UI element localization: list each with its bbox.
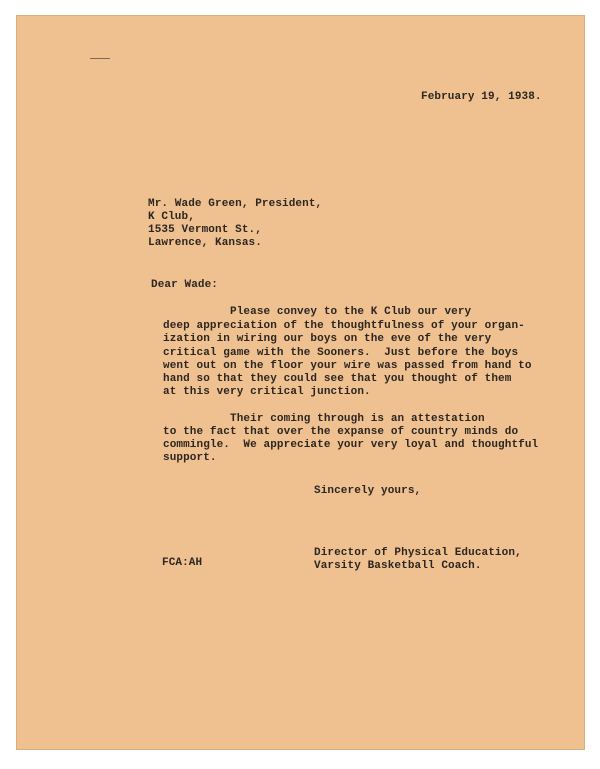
paragraph-2-line: commingle. We appreciate your very loyal and thoughtful bbox=[163, 439, 539, 451]
letter-date: February 19, 1938. bbox=[421, 91, 542, 103]
address-line: Lawrence, Kansas. bbox=[148, 237, 262, 249]
paragraph-1-line: went out on the floor your wire was passed from hand to bbox=[163, 360, 532, 372]
signature-title-line: Director of Physical Education, bbox=[314, 547, 522, 559]
paragraph-1-line: Please convey to the K Club our very bbox=[163, 306, 472, 318]
pencil-mark bbox=[90, 58, 110, 59]
address-line: K Club, bbox=[148, 211, 195, 223]
paragraph-2-line: support. bbox=[163, 452, 217, 464]
paragraph-1-line: ization in wiring our boys on the eve of the very bbox=[163, 333, 492, 345]
paragraph-1-line: critical game with the Sooners. Just before the boys bbox=[163, 347, 519, 359]
paragraph-1-line: at this very critical junction. bbox=[163, 386, 371, 398]
paragraph-1-line: deep appreciation of the thoughtfulness of your organ- bbox=[163, 320, 525, 332]
closing: Sincerely yours, bbox=[314, 485, 422, 497]
paragraph-2-line: to the fact that over the expanse of country minds do bbox=[163, 426, 519, 438]
paragraph-2-line: Their coming through is an attestation bbox=[163, 413, 485, 425]
address-line: 1535 Vermont St., bbox=[148, 224, 262, 236]
typist-initials: FCA:AH bbox=[162, 557, 203, 569]
address-line: Mr. Wade Green, President, bbox=[148, 198, 323, 210]
paragraph-1-line: hand so that they could see that you thought of them bbox=[163, 373, 512, 385]
salutation: Dear Wade: bbox=[151, 279, 219, 291]
signature-title-line: Varsity Basketball Coach. bbox=[314, 560, 482, 572]
